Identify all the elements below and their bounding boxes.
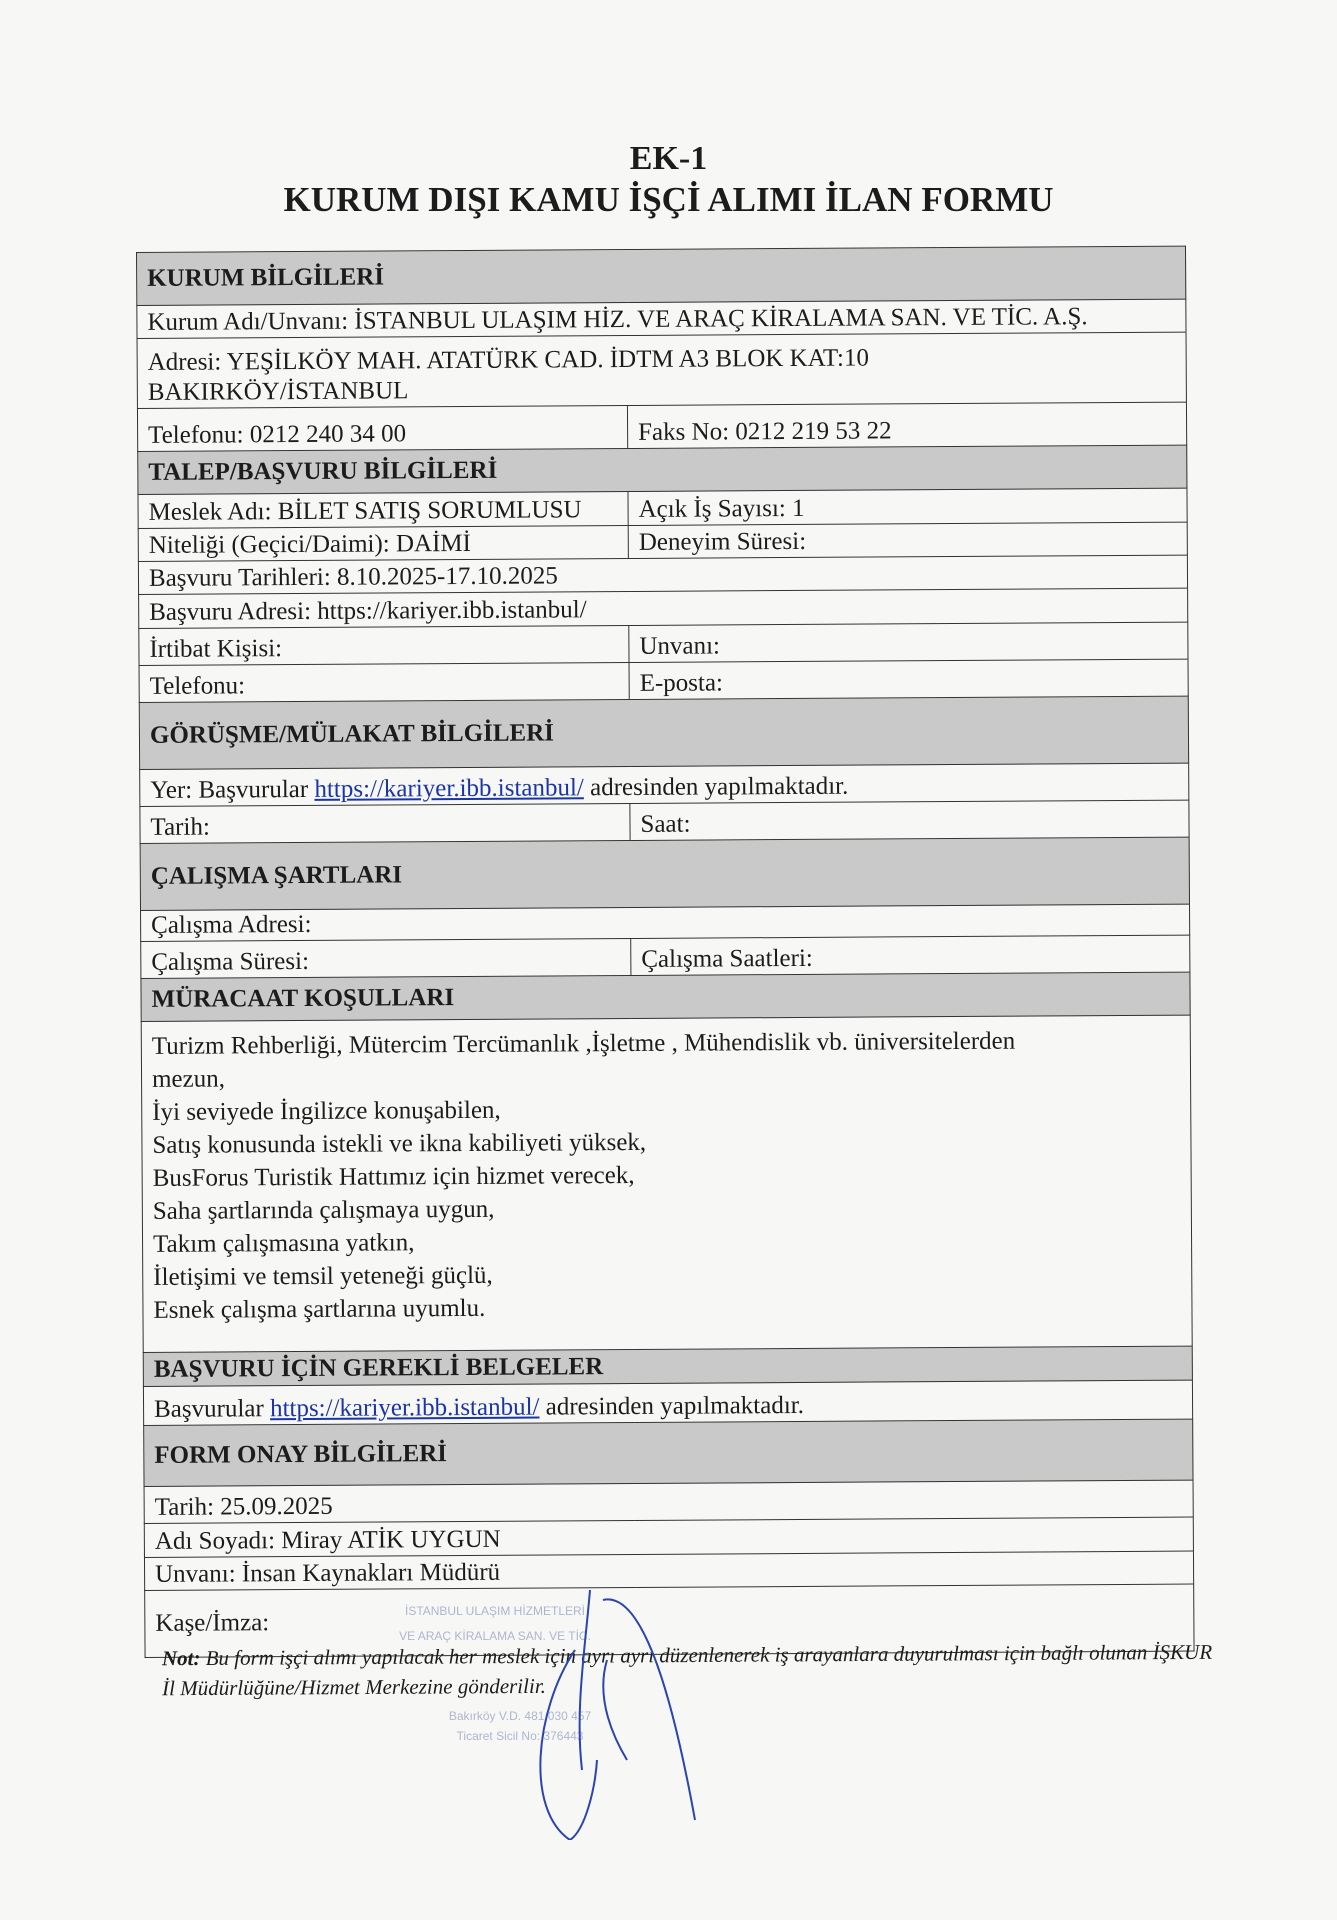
section-muracaat-heading: MÜRACAAT KOŞULLARI	[141, 972, 1190, 1021]
application-conditions	[141, 1015, 1192, 1352]
contact-person: İrtibat Kişisi:	[139, 625, 629, 665]
condition-line: Saha şartlarında çalışmaya uygun,	[152, 1195, 495, 1225]
footer-note: Not: Bu form işçi alımı yapılacak her meslek için ayrı ayrı düzenlenerek iş arayanlara duyurulması için bağlı olunan İŞKUR İl Müdürlüğüne/Hizmet Merkezine gönderilir.	[161, 1639, 1213, 1701]
section-calisma-heading: ÇALIŞMA ŞARTLARI	[140, 837, 1189, 910]
work-hours: Çalışma Saatleri:	[631, 935, 1190, 975]
approver-title: Unvanı: İnsan Kaynakları Müdürü	[144, 1551, 1193, 1590]
work-address: Çalışma Adresi:	[141, 904, 1190, 941]
kurum-name: Kurum Adı/Unvanı: İSTANBUL ULAŞIM HİZ. VE ARAÇ KİRALAMA SAN. VE TİC. A.Ş.	[137, 299, 1186, 338]
career-link[interactable]: https://kariyer.ibb.istanbul/	[269, 1393, 540, 1423]
application-address: Başvuru Adresi: https://kariyer.ibb.istanbul/	[139, 588, 1188, 628]
approver-name: Adı Soyadı: Miray ATİK UYGUN	[144, 1517, 1193, 1557]
openings: Açık İş Sayısı: 1	[628, 488, 1187, 525]
condition-line: Satış konusunda istekli ve ikna kabiliyeti yüksek,	[152, 1128, 647, 1159]
condition-line: Takım çalışmasına yatkın,	[152, 1229, 415, 1258]
approval-date: Tarih: 25.09.2025	[144, 1480, 1193, 1523]
seal-signature: Kaşe/İmza:	[145, 1584, 1194, 1657]
required-documents: Başvurular https://kariyer.ibb.istanbul/ adresinden yapılmaktadır.	[143, 1380, 1192, 1425]
section-gorusme-heading: GÖRÜŞME/MÜLAKAT BİLGİLERİ	[139, 696, 1188, 769]
application-form-table	[136, 246, 1195, 1658]
form-title: KURUM DIŞI KAMU İŞÇİ ALIMI İLAN FORMU	[283, 180, 1054, 219]
contact-title: Unvanı:	[629, 622, 1188, 662]
condition-line: Esnek çalışma şartlarına uyumlu.	[153, 1294, 486, 1324]
kurum-address: Adresi: YEŞİLKÖY MAH. ATATÜRK CAD. İDTM A3 BLOK KAT:10 BAKIRKÖY/İSTANBUL	[137, 332, 1186, 408]
section-kurum-heading: KURUM BİLGİLERİ	[137, 246, 1186, 305]
svg-text:Bakırköy V.D. 481 030 457: Bakırköy V.D. 481 030 457	[448, 1709, 592, 1723]
contact-email: E-posta:	[629, 659, 1188, 699]
condition-line: Turizm Rehberliği, Mütercim Tercümanlık ,İşletme , Mühendislik vb. üniversitelerden	[151, 1027, 1016, 1060]
interview-date: Tarih:	[140, 803, 630, 843]
job-nature: Niteliği (Geçici/Daimi): DAİMİ	[138, 525, 628, 561]
interview-place: Yer: Başvurular https://kariyer.ibb.istanbul/ adresinden yapılmaktadır.	[140, 763, 1189, 806]
career-link[interactable]: https://kariyer.ibb.istanbul/	[314, 774, 584, 803]
svg-text:İSTANBUL ULAŞIM HİZMETLERİ: İSTANBUL ULAŞIM HİZMETLERİ	[404, 1604, 586, 1618]
interview-time: Saat:	[630, 800, 1189, 840]
section-belgeler-heading: BAŞVURU İÇİN GEREKLİ BELGELER	[143, 1346, 1192, 1386]
kurum-phone: Telefonu: 0212 240 34 00	[137, 406, 627, 452]
condition-line: BusForus Turistik Hattımız için hizmet verecek,	[152, 1161, 635, 1192]
section-onay-heading: FORM ONAY BİLGİLERİ	[144, 1419, 1193, 1486]
svg-text:VE ARAÇ KİRALAMA SAN. VE TİC.: VE ARAÇ KİRALAMA SAN. VE TİC.	[399, 1629, 591, 1643]
svg-text:Ticaret Sicil No: 376443: Ticaret Sicil No: 376443	[456, 1729, 584, 1743]
job-name: Meslek Adı: BİLET SATIŞ SORUMLUSU	[138, 491, 628, 528]
kurum-fax: Faks No: 0212 219 53 22	[627, 402, 1186, 448]
work-duration: Çalışma Süresi:	[141, 938, 631, 978]
contact-phone: Telefonu:	[139, 662, 629, 702]
application-dates: Başvuru Tarihleri: 8.10.2025-17.10.2025	[138, 555, 1187, 594]
condition-line: mezun,	[151, 1065, 226, 1093]
condition-line: İletişimi ve temsil yeteneği güçlü,	[153, 1261, 493, 1291]
section-talep-heading: TALEP/BAŞVURU BİLGİLERİ	[138, 445, 1187, 494]
condition-line: İyi seviyede İngilizce konuşabilen,	[152, 1096, 501, 1126]
form-code: EK-1	[629, 140, 708, 177]
experience: Deneyim Süresi:	[628, 522, 1187, 558]
